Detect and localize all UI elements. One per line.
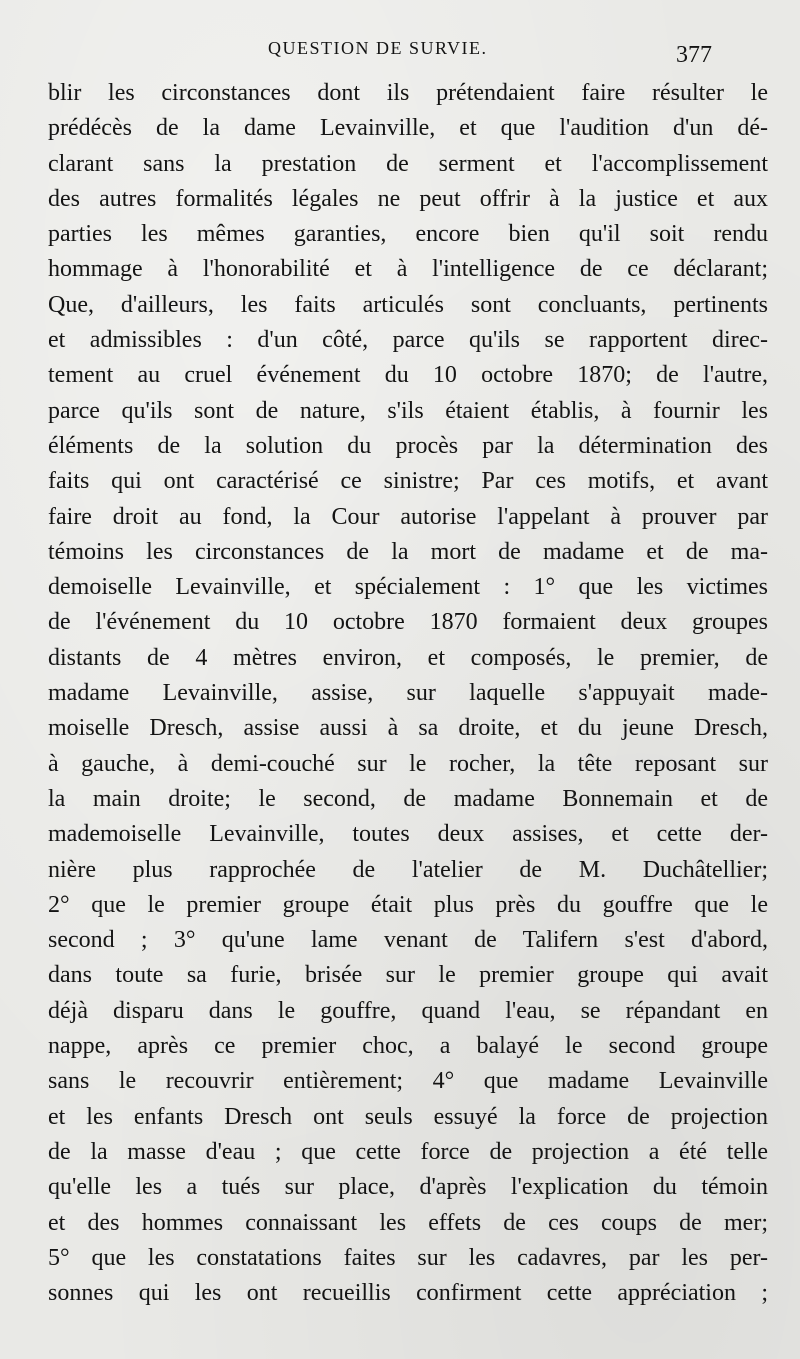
text-line: qu'elle les a tués sur place, d'après l'explication du témoin <box>48 1174 768 1201</box>
text-line: parce qu'ils sont de nature, s'ils étaient établis, à fournir les <box>48 397 768 424</box>
text-line: Que, d'ailleurs, les faits articulés sont concluants, pertinents <box>48 291 768 318</box>
running-title: QUESTION DE SURVIE. <box>268 38 488 58</box>
text-line: madame Levainville, assise, sur laquelle s'appuyait made- <box>48 680 768 707</box>
text-line: clarant sans la prestation de serment et l'accomplissement <box>48 150 768 177</box>
text-line: 5° que les constatations faites sur les cadavres, par les per- <box>48 1244 768 1271</box>
text-line: faits qui ont caractérisé ce sinistre; Par ces motifs, et avant <box>48 468 768 495</box>
text-line: des autres formalités légales ne peut offrir à la justice et aux <box>48 185 768 212</box>
body-text <box>48 76 768 1311</box>
running-head <box>0 38 800 68</box>
text-line: nappe, après ce premier choc, a balayé le second groupe <box>48 1033 768 1060</box>
text-line: et admissibles : d'un côté, parce qu'ils se rapportent direc- <box>48 327 768 354</box>
text-line: de l'événement du 10 octobre 1870 formaient deux groupes <box>48 609 768 636</box>
text-line: déjà disparu dans le gouffre, quand l'eau, se répandant en <box>48 997 768 1024</box>
text-line: et des hommes connaissant les effets de ces coups de mer; <box>48 1209 768 1236</box>
text-line: à gauche, à demi-couché sur le rocher, la tête reposant sur <box>48 750 768 777</box>
text-line: 2° que le premier groupe était plus près du gouffre que le <box>48 891 768 918</box>
text-line: nière plus rapprochée de l'atelier de M. Duchâtellier; <box>48 856 768 883</box>
text-line: tement au cruel événement du 10 octobre 1870; de l'autre, <box>48 362 768 389</box>
text-line: et les enfants Dresch ont seuls essuyé la force de projection <box>48 1103 768 1130</box>
text-line: prédécès de la dame Levainville, et que l'audition d'un dé- <box>48 115 768 142</box>
text-line: moiselle Dresch, assise aussi à sa droite, et du jeune Dresch, <box>48 715 768 742</box>
text-line: hommage à l'honorabilité et à l'intelligence de ce déclarant; <box>48 256 768 283</box>
page-number: 377 <box>676 42 712 68</box>
text-line: sans le recouvrir entièrement; 4° que madame Levainville <box>48 1068 768 1095</box>
text-line: parties les mêmes garanties, encore bien qu'il soit rendu <box>48 221 768 248</box>
text-line: demoiselle Levainville, et spécialement : 1° que les victimes <box>48 574 768 601</box>
text-line: distants de 4 mètres environ, et composés, le premier, de <box>48 644 768 671</box>
text-line: mademoiselle Levainville, toutes deux assises, et cette der- <box>48 821 768 848</box>
text-line: dans toute sa furie, brisée sur le premier groupe qui avait <box>48 962 768 989</box>
text-line: sonnes qui les ont recueillis confirment cette appréciation ; <box>48 1280 768 1307</box>
text-line: blir les circonstances dont ils prétendaient faire résulter le <box>48 80 768 106</box>
text-line: second ; 3° qu'une lame venant de Talifern s'est d'abord, <box>48 927 768 954</box>
text-line: faire droit au fond, la Cour autorise l'appelant à prouver par <box>48 503 768 530</box>
text-line: de la masse d'eau ; que cette force de projection a été telle <box>48 1138 768 1165</box>
text-line: éléments de la solution du procès par la détermination des <box>48 432 768 459</box>
text-line: la main droite; le second, de madame Bonnemain et de <box>48 785 768 812</box>
text-line: témoins les circonstances de la mort de madame et de ma- <box>48 538 768 565</box>
